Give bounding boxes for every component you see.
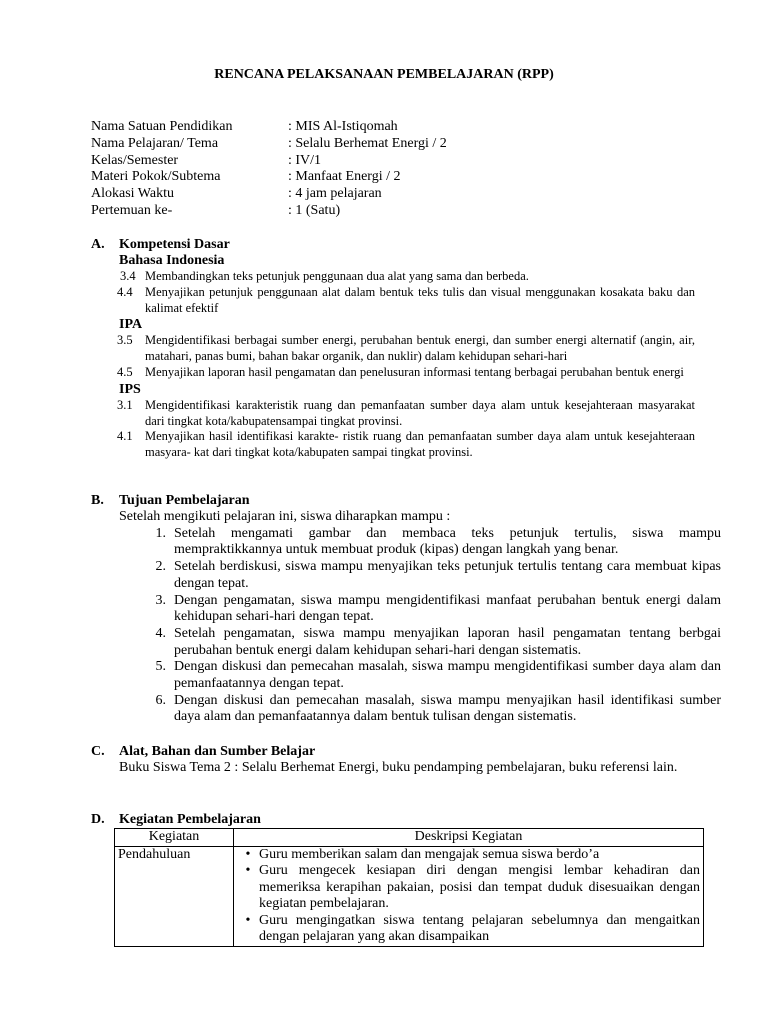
section-title: Kegiatan Pembelajaran — [119, 812, 261, 827]
kd-code: 4.1 — [117, 429, 133, 444]
kd-text: Menyajikan petunjuk penggunaan alat dalam bentuk teks tulis dan visual menggunakan kosakata baku dan kalimat efektif — [145, 284, 695, 315]
section-tujuan-pembelajaran — [91, 493, 721, 726]
objective-text: Setelah mengamati gambar dan membaca teks petunjuk tertulis, siswa mampu mempraktikkannya untuk membuat produk (kipas) dengan langkah yang benar. — [174, 525, 721, 558]
table-header-row — [115, 829, 704, 847]
objective-item — [118, 559, 721, 592]
objective-number: 5. — [155, 659, 166, 675]
section-kegiatan-pembelajaran — [91, 812, 261, 828]
list-item — [237, 913, 700, 946]
kd-text: Menyajikan laporan hasil pengamatan dan penelusuran informasi tentang berbagai perubahan bentuk energi — [145, 364, 684, 379]
kd-text: Membandingkan teks petunjuk penggunaan dua alat yang sama dan berbeda. — [145, 269, 529, 283]
identity-label: Nama Satuan Pendidikan — [91, 119, 233, 134]
identity-row — [91, 169, 447, 186]
kd-item — [117, 365, 695, 381]
identity-value: : 4 jam pelajaran — [288, 186, 382, 202]
identity-label: Nama Pelajaran/ Tema — [91, 135, 219, 151]
document-title: RENCANA PELAKSANAAN PEMBELAJARAN (RPP) — [214, 67, 554, 82]
kd-text: Mengidentifikasi berbagai sumber energi, perubahan bentuk energi, dan sumber energi alternatif (angin, air, matahari, panas bumi, bahan bakar organik, dan nuklir) dalam kehidupan sehari-hari — [145, 333, 695, 364]
section-intro: Setelah mengikuti pelajaran ini, siswa diharapkan mampu : — [119, 509, 451, 524]
section-text: Buku Siswa Tema 2 : Selalu Berhemat Energi, buku pendamping pembelajaran, buku referensi lain. — [119, 760, 678, 775]
identity-value: : MIS Al-Istiqomah — [288, 119, 398, 134]
objective-item — [118, 626, 721, 659]
subject-heading-ips: IPS — [119, 381, 141, 397]
list-item-text: Guru memberikan salam dan mengajak semua siswa berdo’a — [259, 846, 600, 862]
kd-code: 3.5 — [117, 333, 133, 348]
objective-number: 1. — [155, 525, 166, 541]
column-header-deskripsi: Deskripsi Kegiatan — [234, 829, 704, 847]
objective-number: 4. — [155, 625, 166, 641]
identity-label: Kelas/Semester — [91, 152, 179, 168]
identity-row — [91, 153, 447, 170]
section-heading — [91, 493, 721, 509]
identity-label: Alokasi Waktu — [91, 186, 174, 202]
identity-value: : Selalu Berhemat Energi / 2 — [288, 135, 447, 151]
kd-item — [117, 269, 695, 285]
identity-label: Materi Pokok/Subtema — [91, 169, 221, 185]
list-item — [237, 863, 700, 913]
objective-number: 6. — [155, 692, 166, 708]
section-title: Tujuan Pembelajaran — [119, 493, 250, 508]
section-letter: D. — [91, 812, 105, 827]
identity-row — [91, 186, 447, 203]
list-item — [237, 847, 700, 864]
kd-item — [117, 333, 695, 365]
column-header-kegiatan: Kegiatan — [115, 829, 234, 847]
section-heading — [91, 237, 695, 253]
objective-item — [118, 659, 721, 692]
section-kompetensi-dasar — [91, 237, 695, 461]
subject-heading-bahasa-indonesia: Bahasa Indonesia — [119, 253, 225, 268]
identity-block — [91, 119, 447, 220]
section-alat-bahan — [91, 744, 699, 777]
list-item-text: Guru mengecek kesiapan diri dengan mengisi lembar kehadiran dan memeriksa kerapihan pakaian, posisi dan tempat duduk disesuaikan dengan kegiatan pembelajaran. — [259, 863, 700, 911]
kd-item — [117, 398, 695, 430]
objective-text: Setelah pengamatan, siswa mampu menyajikan laporan hasil pengamatan tentang berbgai perubahan bentuk energi dalam kehidupan sehari-hari dengan sistematis. — [174, 625, 721, 658]
activity-description — [234, 846, 704, 946]
objective-text: Dengan diskusi dan pemecahan masalah, siswa mampu mengidentifikasi sumber daya alam dan pemanfaatannya dengan tepat. — [174, 659, 721, 692]
objective-item — [118, 526, 721, 559]
kd-text: Menyajikan hasil identifikasi karakte- ristik ruang dan pemanfaatan sumber daya alam untuk kesejahteraan masyara- kat dari tingkat kota/kabupaten sampai tingkat provinsi. — [145, 429, 695, 460]
kd-code: 4.5 — [117, 364, 133, 379]
section-letter: A. — [91, 237, 105, 252]
list-item-text: Guru mengingatkan siswa tentang pelajaran sebelumnya dan mengaitkan dengan pelajaran yang akan disampaikan — [259, 912, 700, 944]
objective-item — [118, 593, 721, 626]
kd-code: 4.4 — [117, 284, 133, 299]
bullet-icon: • — [245, 846, 251, 862]
section-letter: C. — [91, 744, 105, 759]
activity-phase-label: Pendahuluan — [115, 846, 234, 946]
section-heading — [91, 744, 699, 760]
kd-code: 3.4 — [120, 269, 136, 283]
kd-code: 3.1 — [117, 397, 133, 412]
table-row — [115, 846, 704, 946]
kd-item — [117, 429, 695, 461]
identity-value: : Manfaat Energi / 2 — [288, 169, 401, 185]
subject-heading-ipa: IPA — [119, 317, 143, 333]
section-heading — [91, 812, 261, 828]
identity-row — [91, 119, 447, 136]
identity-label: Pertemuan ke- — [91, 202, 173, 218]
objective-text: Setelah berdiskusi, siswa mampu menyajikan teks petunjuk tertulis tentang cara membuat kipas dengan tepat. — [174, 559, 721, 591]
section-letter: B. — [91, 493, 104, 508]
identity-row — [91, 203, 447, 220]
objective-item — [118, 693, 721, 726]
objective-number: 2. — [155, 559, 166, 575]
objective-text: Dengan diskusi dan pemecahan masalah, siswa mampu menyajikan hasil identifikasi sumber daya alam dan pemanfaatannya dalam bentuk tulisan dengan sistematis. — [174, 692, 721, 725]
section-title: Kompetensi Dasar — [119, 237, 230, 252]
identity-value: : IV/1 — [288, 152, 322, 168]
objective-text: Dengan pengamatan, siswa mampu mengidentifikasi manfaat perubahan bentuk energi dalam kehidupan sehari-hari dengan tepat. — [174, 592, 721, 625]
activity-table — [114, 828, 704, 947]
bullet-icon: • — [245, 912, 251, 928]
bullet-icon: • — [245, 863, 251, 878]
kd-item — [117, 285, 695, 317]
section-title: Alat, Bahan dan Sumber Belajar — [119, 744, 316, 759]
identity-row — [91, 136, 447, 153]
objective-number: 3. — [155, 592, 166, 608]
identity-value: : 1 (Satu) — [288, 202, 341, 218]
kd-text: Mengidentifikasi karakteristik ruang dan pemanfaatan sumber daya alam untuk kesejahteraan masyarakat dari tingkat kota/kabupatensampai tingkat provinsi. — [145, 397, 695, 428]
